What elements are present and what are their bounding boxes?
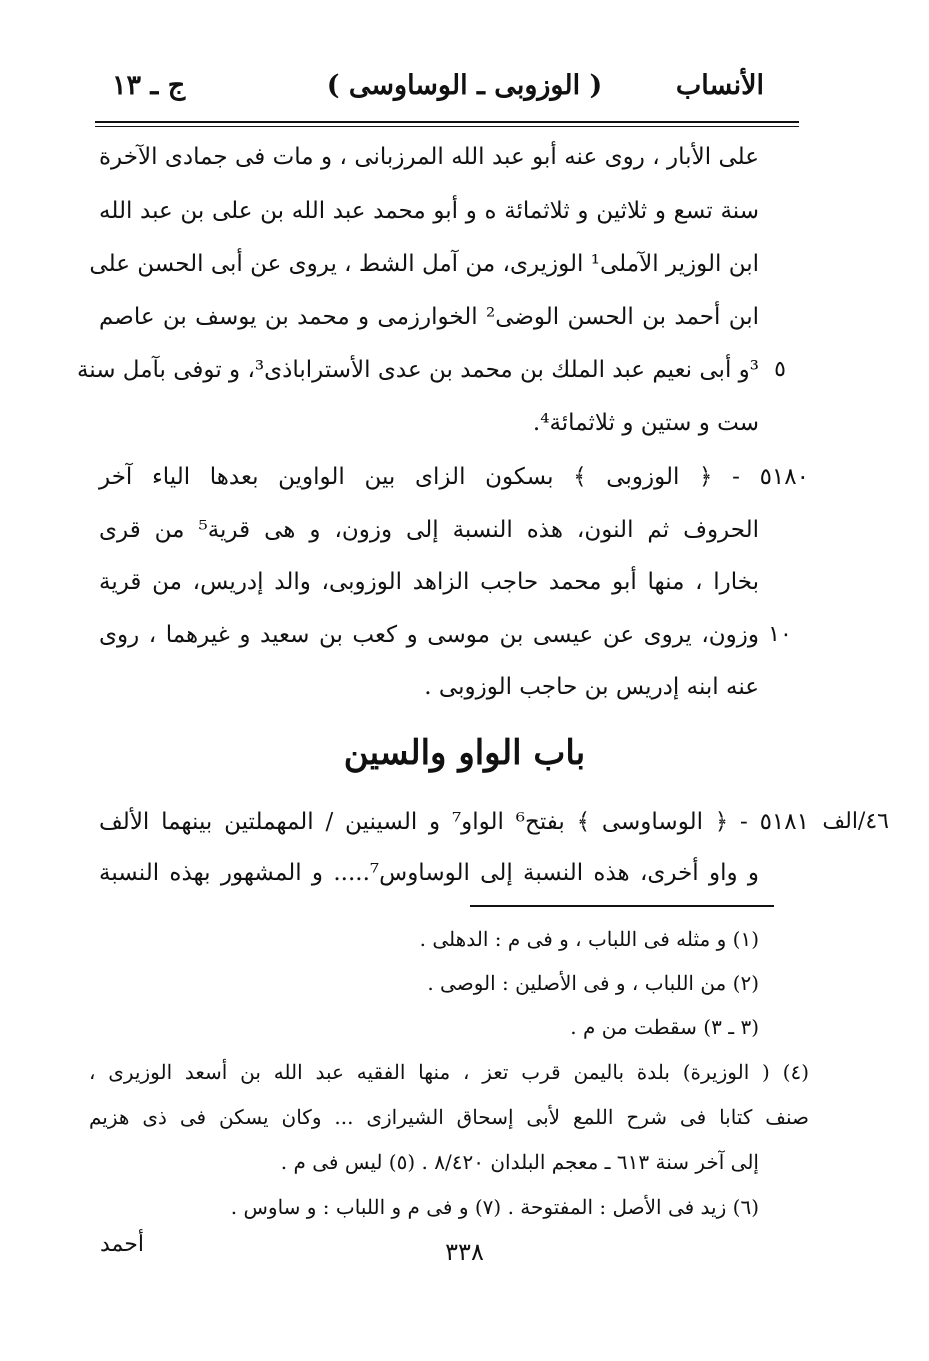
header-rule (95, 121, 799, 123)
running-head-volume: ج ـ ١٣ (112, 70, 186, 101)
text-line: بخارا ، منها أبو محمد حاجب الزاهد الوزوبى، والد إدريس، من قرية (99, 569, 759, 595)
footnote-rule (470, 905, 774, 907)
catchword: أحمد (100, 1232, 144, 1257)
entry-5181-heading: ٥١٨١ - ﴿ الوساوسى ﴾ بفتح⁶ الواو⁷ و السينين / المهملتين بينهما الألف (99, 809, 809, 835)
running-head-title: ( الوزوبى ـ الوساوسى ) (326, 70, 603, 101)
header-rule-thin (95, 126, 799, 127)
footnote: (٢) من اللباب ، و فى الأصلين : الوصى . (427, 971, 759, 995)
text-line: سنة تسع و ثلاثين و ثلاثمائة ه و أبو محمد عبد الله بن على بن عبد الله (99, 198, 759, 224)
text-line: على الأبار ، روى عنه أبو عبد الله المرزبانى ، و مات فى جمادى الآخرة (99, 144, 759, 170)
footnote: إلى آخر سنة ٦١٣ ـ معجم البلدان ٨/٤٢٠ . (٥) ليس فى م . (280, 1150, 759, 1174)
footnote: (٦) زيد فى الأصل : المفتوحة . (٧) و فى م و اللباب : و ساوس . (230, 1195, 759, 1219)
footnote: (٣ ـ ٣) سقطت من م . (570, 1015, 759, 1039)
footnote: صنف كتابا فى شرح اللمع لأبى إسحاق الشيرازى ... وكان يسكن فى ذى هزيم (89, 1105, 809, 1129)
text-line: وزون، يروى عن عيسى بن موسى و كعب بن سعيد و غيرهما ، روى (99, 622, 759, 648)
text-line: الحروف ثم النون، هذه النسبة إلى وزون، و هى قرية⁵ من قرى (99, 517, 759, 543)
text-line: ست و ستين و ثلاثمائة⁴. (532, 410, 759, 436)
text-line: عنه ابنه إدريس بن حاجب الوزوبى . (424, 674, 759, 700)
running-head-book: الأنساب (675, 70, 764, 101)
footnote: (١) و مثله فى اللباب ، و فى م : الدهلى . (419, 927, 759, 951)
margin-folio-ref: ٤٦/الف (822, 809, 889, 834)
text-line: و واو أخرى، هذه النسبة إلى الوساوس⁷..... و المشهور بهذه النسبة (99, 860, 759, 886)
text-line: ³و أبى نعيم عبد الملك بن محمد بن عدى الأستراباذى³، و توفى بآمل سنة (76, 357, 759, 383)
line-number: ٥ (774, 357, 786, 382)
page-number: ٣٣٨ (445, 1238, 484, 1266)
section-title: باب الواو والسين (343, 733, 586, 773)
text-line: ابن الوزير الآملى¹ الوزيرى، من آمل الشط ، يروى عن أبى الحسن على (89, 251, 759, 277)
entry-5180-heading: ٥١٨٠ - ﴿ الوزوبى ﴾ بسكون الزاى بين الواوين بعدها الياء آخر (99, 464, 809, 490)
text-line: ابن أحمد بن الحسن الوضى² الخوارزمى و محمد بن يوسف بن عاصم (99, 304, 760, 330)
footnote: (٤) ( الوزيرة) بلدة باليمن قرب تعز ، منها الفقيه عبد الله بن أسعد الوزيرى ، (89, 1060, 809, 1084)
line-number: ١٠ (768, 622, 792, 647)
